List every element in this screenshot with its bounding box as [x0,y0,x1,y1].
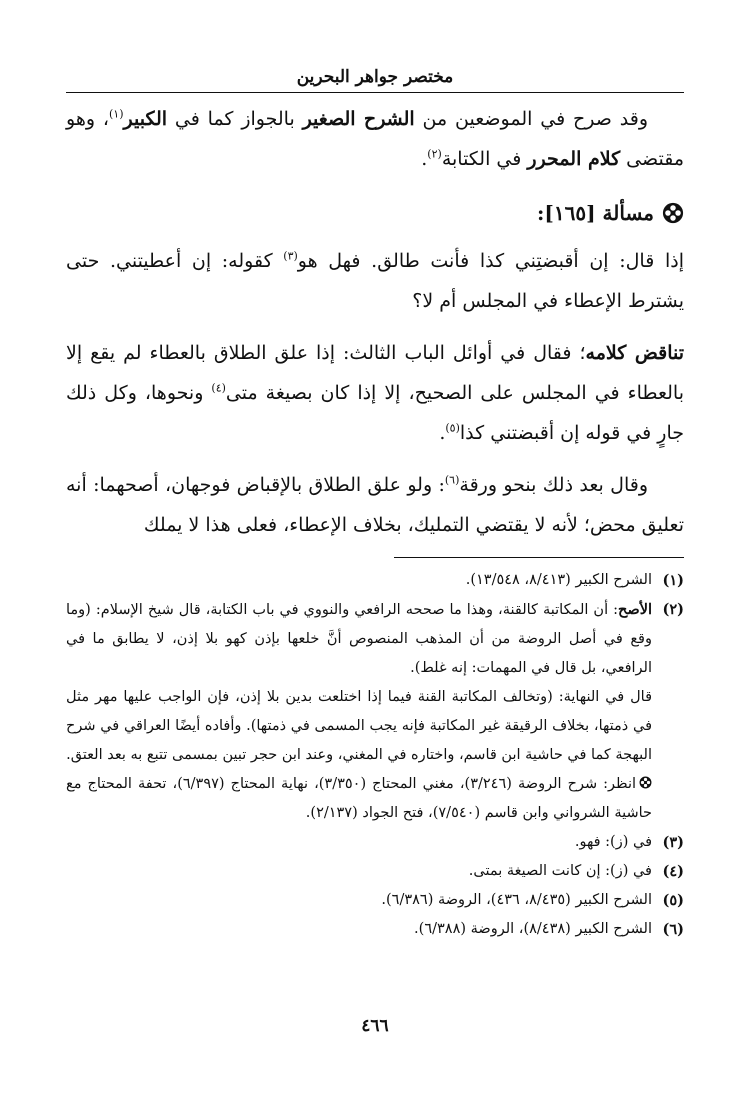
header-rule [66,92,684,93]
footnote-text: في (ز): فهو. [574,834,652,850]
text-run: وقال بعد ذلك بنحو ورقة [459,474,648,496]
issue-heading-label: مسألة [١٦٥]: [537,201,654,225]
footnotes [66,566,684,944]
footnote-number: (٥) [662,892,684,909]
book-page [66,62,684,1062]
paragraph-1 [66,99,684,179]
footnote-6 [66,915,684,944]
text-run: بالجواز كما في [167,108,303,130]
footnote-number: (٢) [662,601,684,618]
paragraph-4 [66,465,684,545]
text-run: كقوله: إن أعطيتني. حتى يشترط الإعطاء في المجلس أم لا؟ [66,250,684,312]
text-run: . [439,422,446,444]
footnote-ref[interactable]: (٢) [427,147,442,161]
footnote-ref[interactable]: (١) [109,107,124,121]
footnote-1 [66,566,684,595]
footnote-number: (١) [662,572,684,589]
text-run: في الكتابة [441,148,528,170]
footnote-4 [66,857,684,886]
page-number: ٤٦٦ [361,1016,389,1036]
issue-heading [66,191,684,235]
footnote-text [66,595,652,828]
footnote-text-part: قال في النهاية: (وتخالف المكاتبة القنة فيما إذا اختلعت بدين بلا إذن، فإن الواجب عليها مهر مثل في ذمتها، بخلاف الرقيقة غير المكاتبة فإنه يجب المسمى في ذمتها). وأفاده أيضًا العراقي في شرح البهجة كما في حاشية ابن قاسم، واختاره في المغني، وعند ابن حجر تبين بمسمى تتبع به بعد العتق. [66,689,652,763]
footnote-2 [66,595,684,828]
bold-term: تناقض كلامه [585,342,685,364]
bold-term: كلام المحرر [527,148,621,170]
footnote-number: (٤) [662,863,684,880]
footnote-ref[interactable]: (٥) [445,421,460,435]
text-run: إذا قال: إن أقبضتِني كذا فأنت طالق. فهل هو [297,250,684,272]
text-run: ، وهو مقتضى [66,108,684,170]
footnote-ref[interactable]: (٤) [211,381,226,395]
bold-term: الشرح الصغير [302,108,415,130]
footnote-text: الشرح الكبير (٨/٤٣٥، ٤٣٦)، الروضة (٦/٣٨٦). [381,892,652,908]
text-run: ونحوها، وكل ذلك جارٍ في قوله إن أقبضتني كذا [66,382,684,444]
footnote-separator [394,557,684,558]
text-run: وقد صرح في الموضعين من [414,108,648,130]
footnote-text: الشرح الكبير (٨/٤٣٨)، الروضة (٦/٣٨٨). [414,921,652,937]
paragraph-3 [66,333,684,453]
text-run: : ولو علق الطلاق بالإقباض فوجهان، أصحهما: أنه تعليق محض؛ لأنه لا يقتضي التمليك، بخلاف الإعطاء، فعلى هذا لا يملك [66,474,684,536]
paragraph-2 [66,241,684,321]
footnote-text: الشرح الكبير (٨/٤١٣، ١٣/٥٤٨). [465,572,652,588]
flower-ornament-icon [639,776,652,789]
footnote-number: (٦) [662,921,684,938]
footnote-5 [66,886,684,915]
flower-ornament-icon [662,202,684,224]
footnote-ref[interactable]: (٣) [283,249,298,263]
running-header-title: مختصر جواهر البحرين [296,67,454,87]
footnote-text-part: : أن المكاتبة كالقنة، وهذا ما صححه الرافعي والنووي في باب الكتابة، قال شيخ الإسلام: (وما وقع في أصل الروضة من أن المذهب المنصوص أنَّ خلعها بإذن كهو بلا إذن، لا يطابق ما في الرافعي، بل قال في المهمات: إنه غلط). [66,602,652,676]
bold-term: الكبير [123,108,168,130]
footnote-ref[interactable]: (٦) [444,473,460,487]
footnote-text-part: انظر: شرح الروضة (٣/٢٤٦)، مغني المحتاج (٣/٣٥٠)، نهاية المحتاج (٦/٣٩٧)، تحفة المحتاج مع حاشية الشرواني وابن قاسم (٧/٥٤٠)، فتح الجواد (٢/١٣٧). [66,776,652,821]
text-run: . [421,148,428,170]
text-run: ؛ فقال في أوائل الباب الثالث: إذا علق الطلاق بالعطاء لم يقع إلا بالعطاء في المجلس على الصحيح، إلا إذا كان بصيغة متى [66,342,684,404]
footnote-label: الأصح [618,601,652,618]
footnote-text: في (ز): إن كانت الصيغة بمتى. [468,863,652,879]
footnote-3 [66,828,684,857]
footnote-number: (٣) [662,834,684,851]
